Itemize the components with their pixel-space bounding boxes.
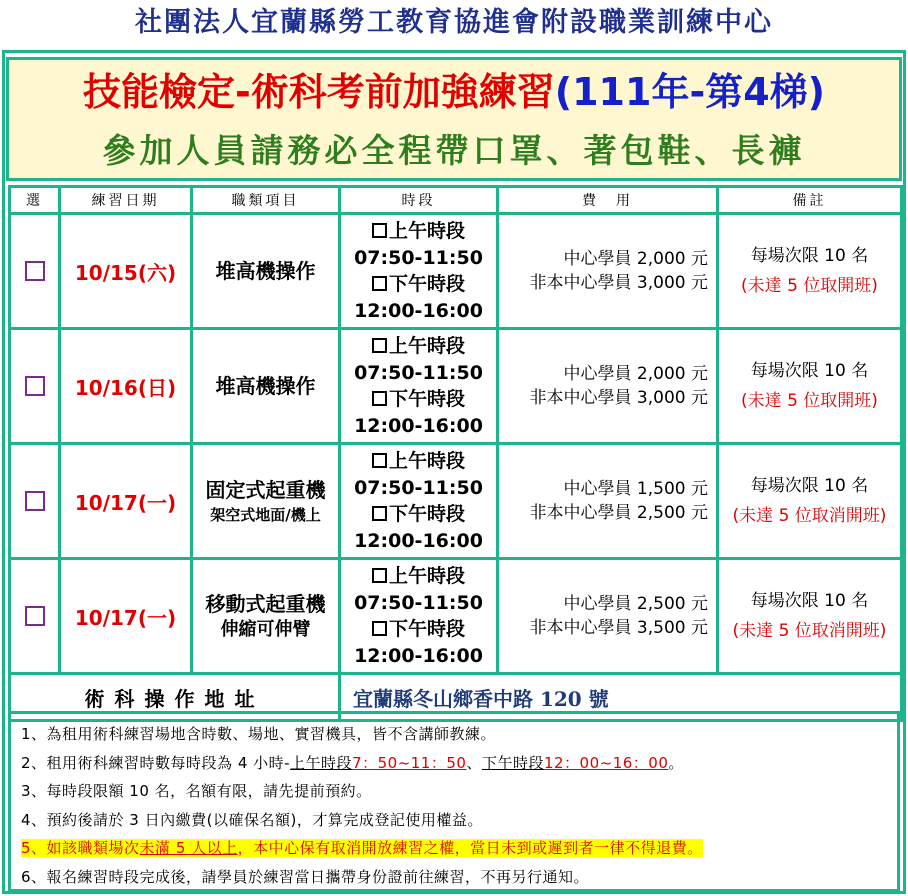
time-cell — [340, 559, 498, 674]
note-2 — [21, 749, 897, 778]
banner-title-main: 技能檢定-術科考前加強練習 — [82, 70, 555, 114]
pm-slot[interactable] — [341, 271, 496, 298]
time-cell — [340, 329, 498, 444]
note-2-end: 。 — [668, 753, 684, 772]
banner-subtitle: 參加人員請務必全程帶口罩、著包鞋、長褲 — [102, 131, 806, 170]
job-name: 堆高機操作 — [215, 259, 316, 283]
am-label: 上午時段 — [388, 335, 465, 357]
note-2-am-time: 7：50~11：50 — [352, 753, 467, 772]
job-cell — [192, 559, 340, 674]
fee-nonmember: 非本中心學員 2,500 元 — [529, 503, 708, 523]
note-cell — [718, 444, 902, 559]
date-cell: 10/17(一) — [60, 559, 192, 674]
note-limit: 每場次限 10 名 — [750, 476, 869, 496]
select-checkbox[interactable] — [25, 491, 45, 511]
note-5-threshold: 未滿 5 人以上 — [139, 839, 238, 857]
note-5 — [21, 834, 897, 863]
schedule-table — [8, 185, 903, 722]
pm-slot[interactable] — [341, 616, 496, 643]
banner-title — [9, 64, 899, 120]
job-cell — [192, 329, 340, 444]
note-3: 3、每時段限額 10 名，名額有限，請先提前預約。 — [21, 782, 372, 800]
pm-time: 12:00-16:00 — [354, 299, 483, 322]
pm-checkbox[interactable] — [372, 391, 387, 406]
am-time: 07:50-11:50 — [354, 361, 483, 384]
am-label: 上午時段 — [388, 450, 465, 472]
note-2-pm-time: 12：00~16：00 — [543, 753, 669, 772]
note-5-rest: ，本中心保有取消開放練習之權，當日未到或遲到者一律不得退費。 — [237, 839, 703, 857]
select-checkbox[interactable] — [25, 261, 45, 281]
note-limit: 每場次限 10 名 — [750, 361, 869, 381]
header-time: 時段 — [340, 187, 498, 214]
note-1: 1、為租用術科練習場地含時數、場地、實習機具，皆不含講師教練。 — [21, 725, 497, 743]
time-cell — [340, 214, 498, 329]
address-label: 術科操作地址 — [10, 674, 340, 721]
am-time: 07:50-11:50 — [354, 591, 483, 614]
am-time: 07:50-11:50 — [354, 476, 483, 499]
note-condition: (未達 5 位取開班) — [741, 276, 878, 296]
pm-checkbox[interactable] — [372, 276, 387, 291]
select-checkbox[interactable] — [25, 376, 45, 396]
fee-member: 中心學員 2,000 元 — [563, 249, 708, 269]
note-4: 4、預約後請於 3 日內繳費(以確保名額)，才算完成登記使用權益。 — [21, 810, 483, 829]
am-slot[interactable] — [341, 448, 496, 475]
note-6: 6、報名練習時段完成後，請學員於練習當日攜帶身份證前往練習，不再另行通知。 — [21, 867, 590, 886]
job-subtype: 架空式地面/機上 — [210, 506, 321, 524]
pm-label: 下午時段 — [388, 273, 465, 295]
note-limit: 每場次限 10 名 — [750, 591, 869, 611]
notes-box — [8, 711, 900, 892]
note-2-sep: 、 — [466, 753, 482, 772]
note-cell — [718, 329, 902, 444]
note-limit: 每場次限 10 名 — [750, 246, 869, 266]
fee-cell — [498, 214, 718, 329]
table-row — [10, 214, 902, 329]
am-checkbox[interactable] — [372, 223, 387, 238]
fee-member: 中心學員 2,000 元 — [563, 364, 708, 384]
select-checkbox[interactable] — [25, 606, 45, 626]
pm-checkbox[interactable] — [372, 621, 387, 636]
select-cell — [10, 214, 60, 329]
date-cell: 10/16(日) — [60, 329, 192, 444]
select-cell — [10, 329, 60, 444]
fee-member: 中心學員 2,500 元 — [563, 594, 708, 614]
job-name: 固定式起重機 — [205, 478, 326, 502]
date-cell: 10/17(一) — [60, 444, 192, 559]
note-5-intro: 5、如該職類場次 — [21, 839, 140, 857]
select-cell — [10, 559, 60, 674]
job-subtype: 伸縮可伸臂 — [220, 619, 311, 640]
date-cell: 10/15(六) — [60, 214, 192, 329]
table-row — [10, 559, 902, 674]
note-cell — [718, 214, 902, 329]
am-checkbox[interactable] — [372, 568, 387, 583]
header-note: 備註 — [718, 187, 902, 214]
fee-cell — [498, 444, 718, 559]
header-select: 選 — [10, 187, 60, 214]
time-cell — [340, 444, 498, 559]
am-slot[interactable] — [341, 563, 496, 590]
header-job: 職類項目 — [192, 187, 340, 214]
note-2-pm-label: 下午時段 — [481, 753, 544, 772]
am-checkbox[interactable] — [372, 453, 387, 468]
fee-nonmember: 非本中心學員 3,000 元 — [529, 388, 708, 408]
pm-checkbox[interactable] — [372, 506, 387, 521]
pm-time: 12:00-16:00 — [354, 414, 483, 437]
job-cell — [192, 444, 340, 559]
note-cell — [718, 559, 902, 674]
note-condition: (未達 5 位取開班) — [741, 391, 878, 411]
org-title: 社團法人宜蘭縣勞工教育協進會附設職業訓練中心 — [135, 7, 773, 38]
job-cell — [192, 214, 340, 329]
fee-cell — [498, 329, 718, 444]
note-condition: (未達 5 位取消開班) — [732, 621, 887, 641]
fee-nonmember: 非本中心學員 3,000 元 — [529, 273, 708, 293]
am-time: 07:50-11:50 — [354, 246, 483, 269]
fee-nonmember: 非本中心學員 3,500 元 — [529, 618, 708, 638]
am-label: 上午時段 — [388, 220, 465, 242]
pm-time: 12:00-16:00 — [354, 529, 483, 552]
am-label: 上午時段 — [388, 565, 465, 587]
pm-label: 下午時段 — [388, 618, 465, 640]
fee-member: 中心學員 1,500 元 — [563, 479, 708, 499]
table-header-row — [10, 187, 902, 214]
pm-slot[interactable] — [341, 386, 496, 413]
note-condition: (未達 5 位取消開班) — [732, 506, 887, 526]
pm-time: 12:00-16:00 — [354, 644, 483, 667]
am-slot[interactable] — [341, 218, 496, 245]
am-slot[interactable] — [341, 333, 496, 360]
table-row — [10, 329, 902, 444]
header-fee: 費 用 — [498, 187, 718, 214]
job-name: 堆高機操作 — [215, 374, 316, 398]
am-checkbox[interactable] — [372, 338, 387, 353]
note-2-intro: 2、租用術科練習時數每時段為 4 小時- — [21, 753, 291, 772]
banner — [6, 57, 902, 181]
fee-cell — [498, 559, 718, 674]
job-name: 移動式起重機 — [205, 592, 326, 616]
banner-title-batch: (111年-第4梯) — [554, 70, 826, 114]
select-cell — [10, 444, 60, 559]
pm-slot[interactable] — [341, 501, 496, 528]
header-date: 練習日期 — [60, 187, 192, 214]
note-2-am-label: 上午時段 — [290, 753, 353, 772]
table-row — [10, 444, 902, 559]
pm-label: 下午時段 — [388, 388, 465, 410]
pm-label: 下午時段 — [388, 503, 465, 525]
address-value: 宜蘭縣冬山鄉香中路 120 號 — [340, 674, 902, 721]
